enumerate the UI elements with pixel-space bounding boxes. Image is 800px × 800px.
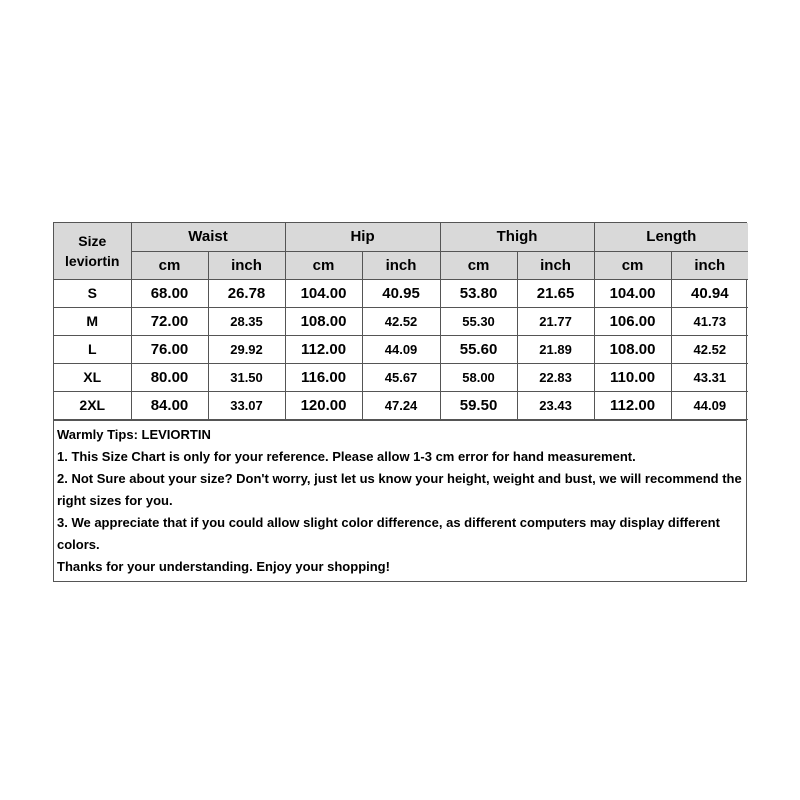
value-cell: 29.92 [208,335,285,363]
group-header-thigh: Thigh [440,223,594,251]
value-cell: 21.89 [517,335,594,363]
value-cell: 72.00 [131,307,208,335]
value-cell: 104.00 [285,279,362,307]
value-cell: 44.09 [362,335,440,363]
tips-section [54,420,746,581]
value-cell: 21.77 [517,307,594,335]
value-cell: 31.50 [208,363,285,391]
value-cell: 55.30 [440,307,517,335]
size-header-cell [54,223,131,279]
value-cell: 42.52 [671,335,748,363]
value-cell: 116.00 [285,363,362,391]
table-row [54,363,748,391]
tips-closing: Thanks for your understanding. Enjoy your shopping! [57,558,390,574]
size-table [54,223,748,420]
unit-header-row [54,251,748,279]
value-cell: 120.00 [285,391,362,419]
value-cell: 55.60 [440,335,517,363]
table-row [54,391,748,419]
value-cell: 47.24 [362,391,440,419]
value-cell: 68.00 [131,279,208,307]
unit-header: inch [208,251,285,279]
unit-header: cm [594,251,671,279]
size-cell: XL [54,363,131,391]
value-cell: 110.00 [594,363,671,391]
table-row [54,335,748,363]
value-cell: 43.31 [671,363,748,391]
unit-header: inch [362,251,440,279]
value-cell: 28.35 [208,307,285,335]
value-cell: 106.00 [594,307,671,335]
tips-title: Warmly Tips: LEVIORTIN [57,426,211,442]
value-cell: 44.09 [671,391,748,419]
group-header-row [54,223,748,251]
group-header-length: Length [594,223,748,251]
value-cell: 42.52 [362,307,440,335]
value-cell: 108.00 [594,335,671,363]
group-header-hip: Hip [285,223,440,251]
unit-header: cm [440,251,517,279]
value-cell: 112.00 [594,391,671,419]
value-cell: 41.73 [671,307,748,335]
size-cell: M [54,307,131,335]
table-row [54,307,748,335]
value-cell: 45.67 [362,363,440,391]
size-cell: 2XL [54,391,131,419]
size-cell: L [54,335,131,363]
table-row [54,279,748,307]
tips-line-3: 3. We appreciate that if you could allow slight color difference, as different computers may display different colors. [57,514,720,552]
size-header-line1: Size [78,232,107,249]
value-cell: 26.78 [208,279,285,307]
value-cell: 21.65 [517,279,594,307]
value-cell: 84.00 [131,391,208,419]
value-cell: 80.00 [131,363,208,391]
value-cell: 40.94 [671,279,748,307]
value-cell: 22.83 [517,363,594,391]
size-header-line2: leviortin [65,252,120,269]
value-cell: 33.07 [208,391,285,419]
group-header-waist: Waist [131,223,285,251]
value-cell: 104.00 [594,279,671,307]
unit-header: cm [285,251,362,279]
value-cell: 58.00 [440,363,517,391]
value-cell: 76.00 [131,335,208,363]
value-cell: 59.50 [440,391,517,419]
value-cell: 53.80 [440,279,517,307]
size-cell: S [54,279,131,307]
value-cell: 40.95 [362,279,440,307]
unit-header: inch [517,251,594,279]
size-chart [53,222,747,582]
tips-line-2: 2. Not Sure about your size? Don't worry, just let us know your height, weight and bust, we will recommend the right sizes for you. [57,470,742,508]
unit-header: inch [671,251,748,279]
unit-header: cm [131,251,208,279]
value-cell: 112.00 [285,335,362,363]
value-cell: 23.43 [517,391,594,419]
tips-line-1: 1. This Size Chart is only for your reference. Please allow 1-3 cm error for hand measurement. [57,448,636,464]
value-cell: 108.00 [285,307,362,335]
